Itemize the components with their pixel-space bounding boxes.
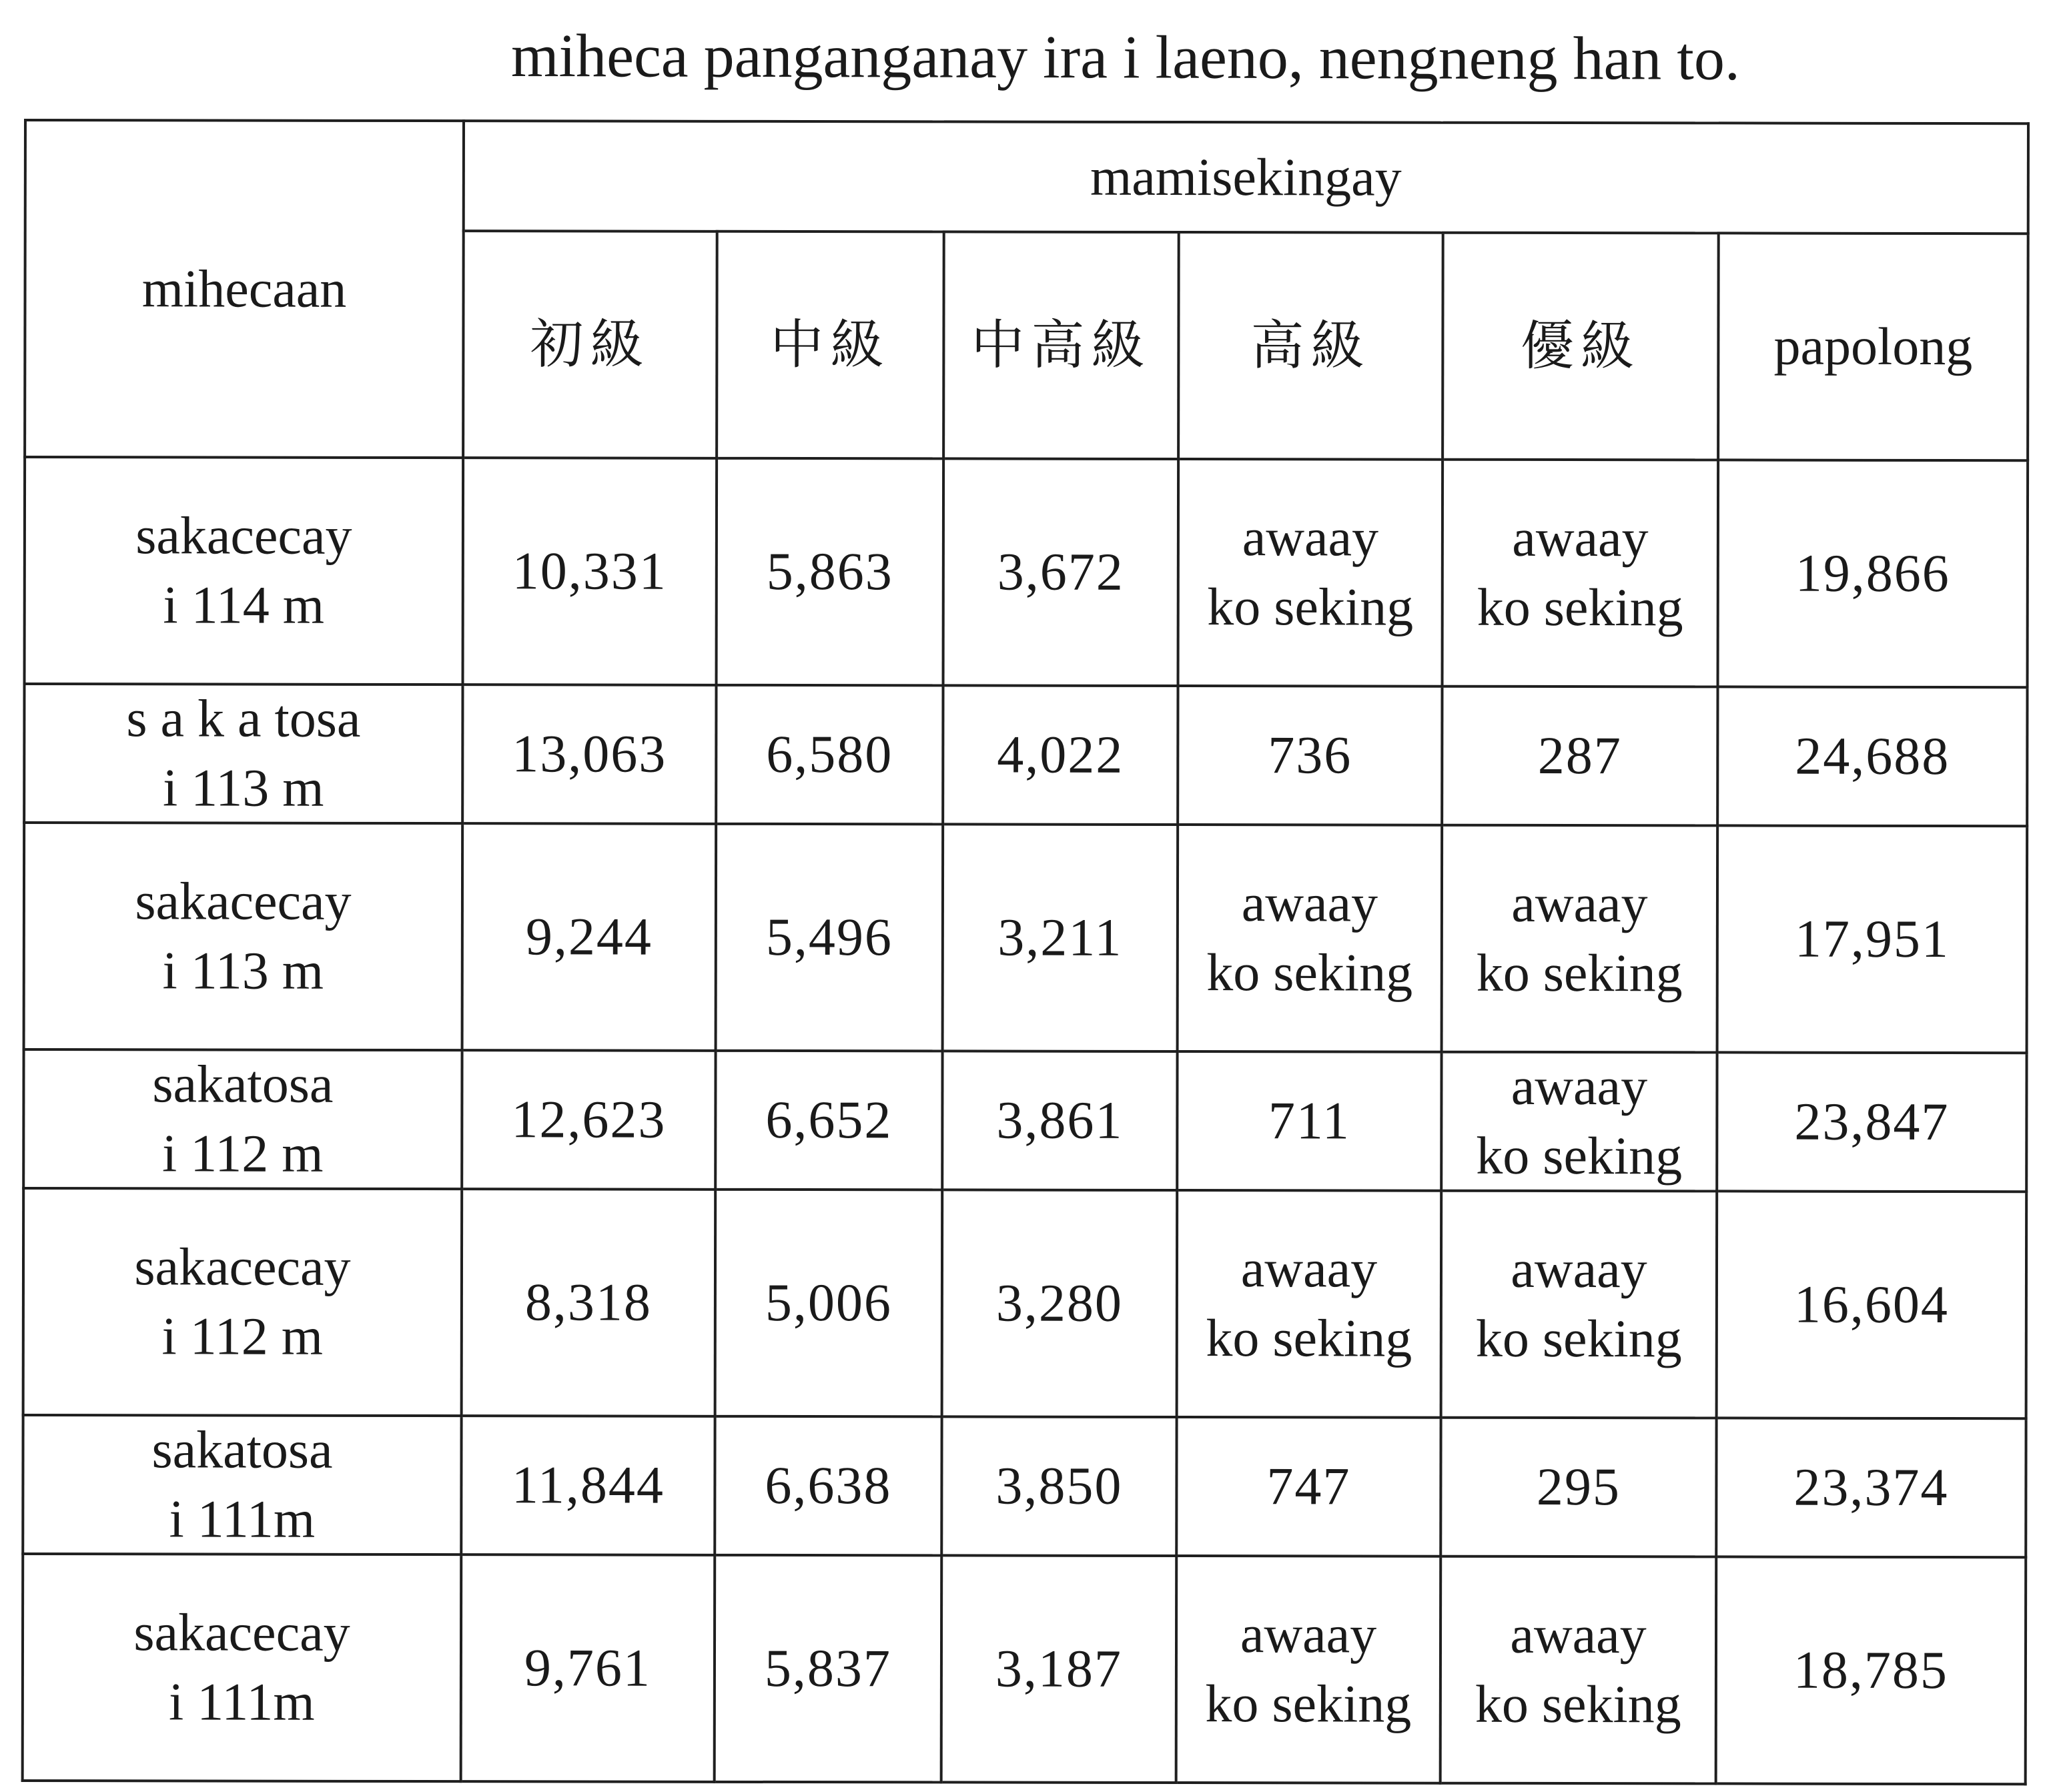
table-cell xyxy=(1717,1052,2026,1192)
table-cell xyxy=(941,1416,1176,1556)
cell-text-line: awaay xyxy=(1512,508,1649,568)
page-title: miheca panganganay ira i laeno, nengneng han to. xyxy=(510,21,1741,93)
table-cell xyxy=(1717,1191,2027,1418)
table-cell xyxy=(717,458,944,686)
cell-value: 3,211 xyxy=(997,908,1123,967)
table-cell xyxy=(462,1189,716,1416)
cell-value: 11,844 xyxy=(511,1456,665,1515)
cell-text-line: awaay xyxy=(1511,1240,1647,1300)
cell-text-line: awaay xyxy=(1510,1605,1647,1665)
table-row xyxy=(24,684,2027,826)
row-label-header: mihecaan xyxy=(25,120,464,458)
cell-value: 23,374 xyxy=(1793,1458,1949,1518)
cell-value: 17,951 xyxy=(1794,909,1950,969)
cell-value: 5,863 xyxy=(766,542,893,602)
table-cell xyxy=(1716,1418,2026,1557)
row-label-cell xyxy=(24,823,463,1050)
row-label-line-1: sakatosa xyxy=(152,1055,334,1114)
cell-text-line: ko seking xyxy=(1205,1675,1412,1734)
row-label-line-2: i 111m xyxy=(169,1673,315,1732)
cell-value: 8,318 xyxy=(524,1273,652,1332)
table-cell xyxy=(715,1416,941,1556)
row-label-line-1: sakatosa xyxy=(151,1420,333,1480)
table-cell xyxy=(1177,1051,1441,1191)
table-cell xyxy=(462,685,716,824)
cell-value: 3,280 xyxy=(995,1274,1123,1333)
table-cell xyxy=(715,1051,942,1190)
table-cell xyxy=(943,824,1178,1051)
row-label-line-2: i 114 m xyxy=(163,576,325,635)
cell-value: 736 xyxy=(1268,726,1352,785)
cell-text-line: ko seking xyxy=(1207,578,1414,637)
group-header: mamisekingay xyxy=(464,121,2028,234)
table-cell xyxy=(715,1555,942,1783)
column-header: papolong xyxy=(1718,233,2028,460)
table-cell xyxy=(1717,687,2027,826)
table-row xyxy=(23,1554,2026,1784)
table-cell xyxy=(1441,1052,1717,1192)
table-cell xyxy=(1178,459,1443,687)
cell-value: 9,761 xyxy=(524,1639,652,1698)
data-table-container xyxy=(21,119,2027,1765)
row-label-line-2: i 113 m xyxy=(162,941,324,1001)
table-cell xyxy=(1442,825,1718,1053)
cell-value: 18,785 xyxy=(1793,1641,1949,1701)
table-cell xyxy=(462,1050,715,1190)
cell-value: 9,244 xyxy=(525,907,653,967)
column-header: 初級 xyxy=(463,231,717,458)
table-row xyxy=(23,1049,2026,1192)
row-label-cell xyxy=(23,1188,462,1416)
table-cell xyxy=(1441,1418,1716,1557)
table-cell xyxy=(1177,1190,1442,1418)
table-cell xyxy=(1442,687,1717,826)
table-cell xyxy=(1441,1191,1717,1418)
row-label-cell xyxy=(23,1415,461,1554)
cell-text-line: ko seking xyxy=(1475,1675,1681,1735)
table-cell xyxy=(943,458,1179,686)
data-table xyxy=(21,119,2030,1785)
column-header: 優級 xyxy=(1443,233,1719,460)
table-cell xyxy=(1441,1556,1717,1784)
header-row-group xyxy=(25,120,2028,234)
column-header: 中高級 xyxy=(943,232,1179,459)
cell-text-line: ko seking xyxy=(1476,1126,1683,1186)
table-cell xyxy=(716,824,943,1051)
table-row xyxy=(24,823,2028,1053)
cell-value: 16,604 xyxy=(1793,1275,1949,1335)
table-row xyxy=(25,457,2028,687)
cell-text-line: ko seking xyxy=(1477,578,1683,638)
cell-text-line: awaay xyxy=(1242,508,1379,568)
cell-value: 747 xyxy=(1266,1457,1351,1516)
table-cell xyxy=(1176,1417,1441,1556)
row-label-line-2: i 111m xyxy=(169,1490,316,1549)
table-cell xyxy=(1716,1556,2026,1784)
row-label-line-1: sakacecay xyxy=(135,872,352,931)
table-cell xyxy=(942,1190,1178,1417)
cell-value: 5,006 xyxy=(765,1273,892,1333)
cell-value: 3,672 xyxy=(997,542,1124,602)
table-body xyxy=(23,457,2028,1784)
row-label-line-2: i 113 m xyxy=(162,759,324,818)
cell-value: 287 xyxy=(1537,726,1622,786)
cell-value: 711 xyxy=(1268,1091,1350,1151)
column-header: 中級 xyxy=(717,232,944,459)
cell-text-line: awaay xyxy=(1240,1605,1377,1665)
row-label-cell xyxy=(24,684,462,823)
cell-text-line: awaay xyxy=(1241,874,1378,933)
table-cell xyxy=(941,1555,1177,1783)
cell-value: 4,022 xyxy=(997,725,1124,785)
row-label-cell xyxy=(23,1049,462,1189)
table-row xyxy=(23,1188,2027,1418)
row-label-line-1: sakacecay xyxy=(135,506,352,566)
table-cell xyxy=(1176,1556,1441,1783)
cell-value: 19,866 xyxy=(1795,544,1950,604)
table-cell xyxy=(461,1554,715,1782)
cell-value: 6,638 xyxy=(765,1456,892,1516)
row-label-line-1: s a k a tosa xyxy=(126,689,361,749)
table-cell xyxy=(715,1190,943,1417)
cell-value: 3,861 xyxy=(996,1091,1124,1150)
table-cell xyxy=(1718,460,2028,687)
row-label-line-2: i 112 m xyxy=(161,1307,324,1366)
cell-text-line: awaay xyxy=(1511,874,1648,934)
cell-value: 23,847 xyxy=(1794,1092,1950,1152)
table-cell xyxy=(943,685,1178,825)
table-row xyxy=(23,1415,2026,1557)
table-cell xyxy=(1178,825,1443,1052)
table-cell xyxy=(461,1416,715,1555)
cell-text-line: ko seking xyxy=(1206,943,1413,1003)
cell-value: 3,187 xyxy=(995,1639,1123,1699)
cell-value: 295 xyxy=(1536,1457,1621,1517)
table-cell xyxy=(1178,686,1442,825)
cell-value: 24,688 xyxy=(1795,727,1950,787)
table-cell xyxy=(463,458,717,685)
row-label-line-1: sakacecay xyxy=(134,1238,351,1297)
cell-value: 3,850 xyxy=(995,1456,1123,1516)
table-cell xyxy=(716,685,943,825)
cell-value: 5,496 xyxy=(765,907,893,967)
cell-value: 5,837 xyxy=(764,1639,892,1699)
row-label-cell xyxy=(23,1554,462,1781)
cell-text-line: ko seking xyxy=(1476,943,1683,1003)
cell-value: 13,063 xyxy=(512,725,667,784)
row-label-cell xyxy=(25,457,464,685)
cell-text-line: awaay xyxy=(1240,1240,1378,1299)
cell-value: 6,652 xyxy=(765,1090,893,1150)
cell-text-line: ko seking xyxy=(1475,1309,1682,1369)
column-header: 高級 xyxy=(1178,232,1443,460)
table-cell xyxy=(942,1051,1177,1190)
table-cell xyxy=(1717,825,2028,1053)
table-cell xyxy=(1443,460,1719,687)
row-label-line-1: sakacecay xyxy=(133,1603,350,1663)
table-cell xyxy=(462,823,717,1051)
cell-value: 6,580 xyxy=(766,725,893,785)
cell-text-line: awaay xyxy=(1511,1057,1648,1117)
row-label-line-2: i 112 m xyxy=(161,1124,324,1184)
cell-value: 10,331 xyxy=(512,542,667,601)
cell-text-line: ko seking xyxy=(1206,1309,1412,1368)
cell-value: 12,623 xyxy=(511,1090,667,1150)
